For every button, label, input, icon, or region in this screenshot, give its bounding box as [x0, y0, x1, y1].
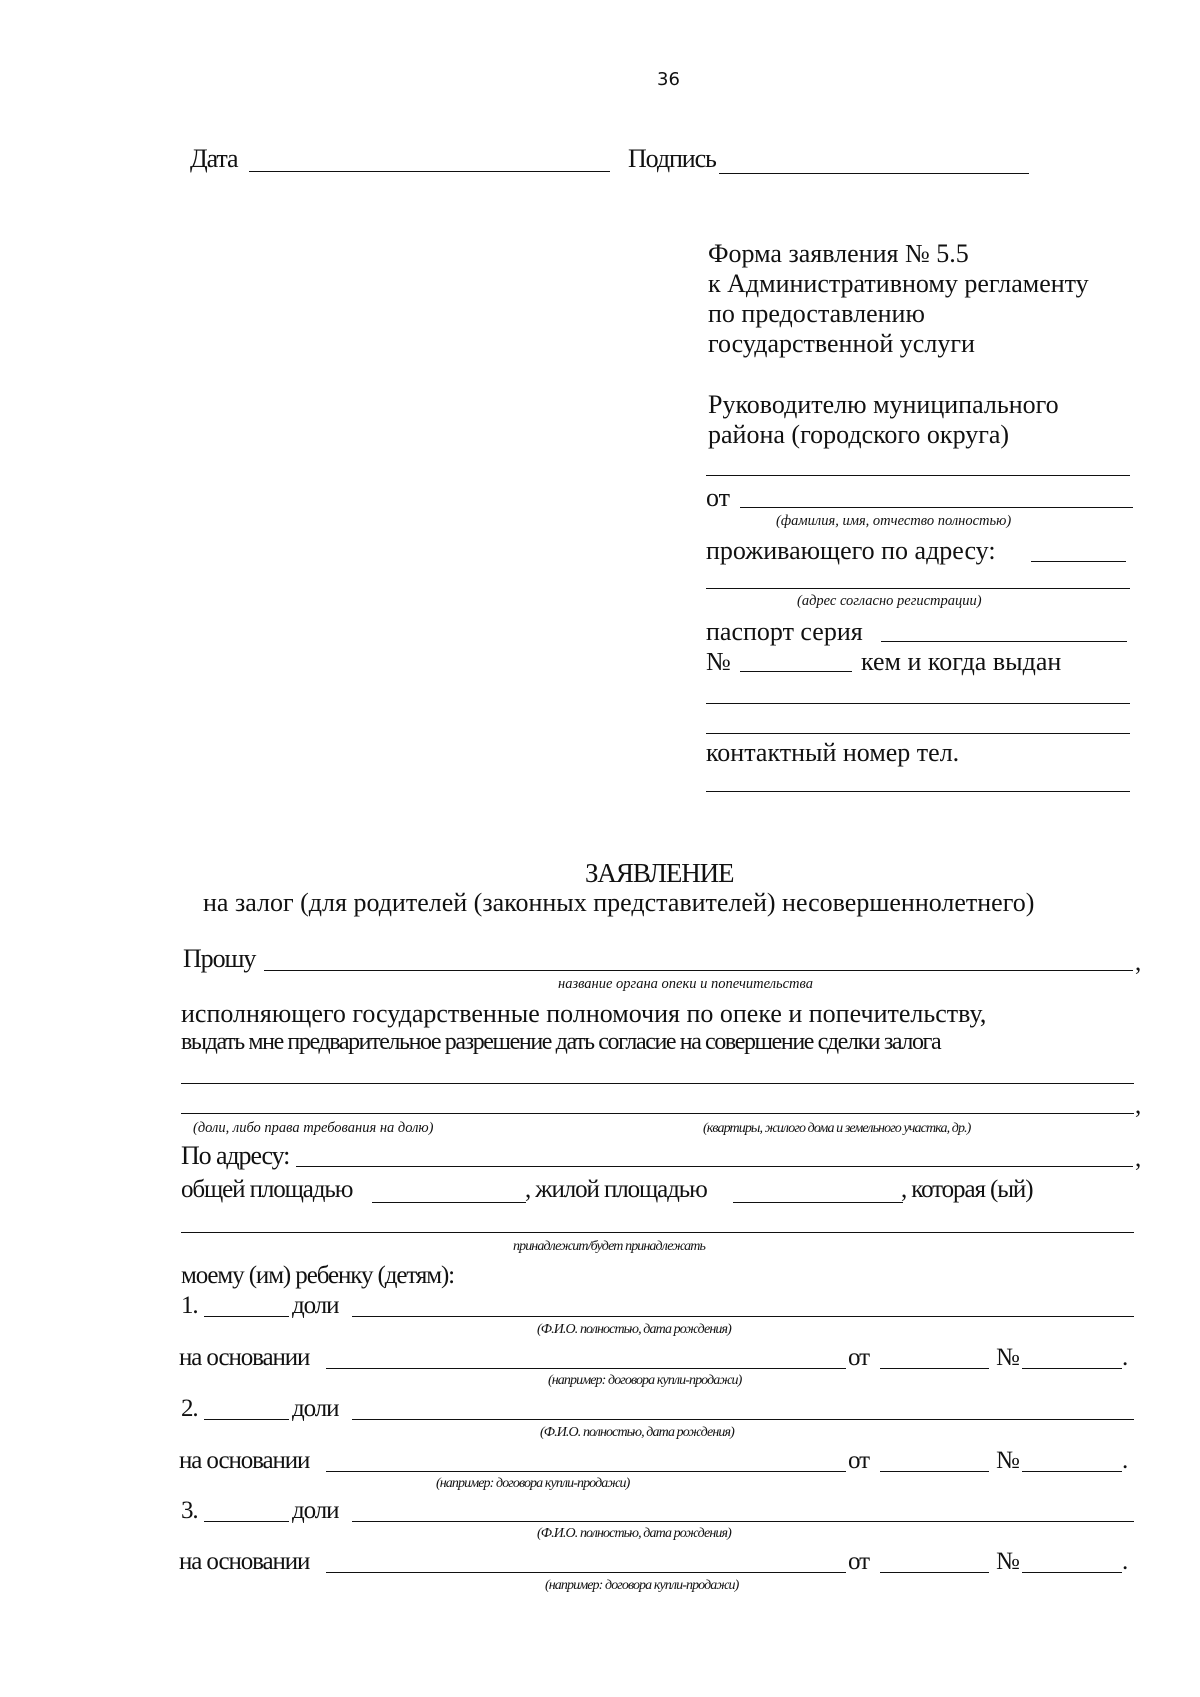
child-3-basis-caption: (например: договора купли-продажи): [545, 1578, 739, 1593]
child-3-date-field[interactable]: [880, 1572, 989, 1573]
phone-label: контактный номер тел.: [706, 738, 960, 767]
child-2-number: 2.: [181, 1395, 198, 1422]
child-2-basis-field[interactable]: [326, 1471, 846, 1472]
child-1-date-field[interactable]: [880, 1368, 989, 1369]
child-3-name-field[interactable]: [352, 1521, 1134, 1522]
form-regulation-line: к Административному регламенту: [708, 269, 1089, 298]
address-field[interactable]: [706, 588, 1130, 589]
child-3-from-label: от: [848, 1548, 869, 1575]
request-comma: ,: [1135, 949, 1142, 976]
deal-object-field2[interactable]: [181, 1113, 1134, 1114]
property-address-field[interactable]: [296, 1166, 1133, 1167]
child-2-doc-number-field[interactable]: [1022, 1471, 1122, 1472]
child-2-basis-label: на основании: [179, 1447, 310, 1474]
deal-object-comma: ,: [1135, 1092, 1142, 1119]
passport-series-label: паспорт серия: [706, 617, 863, 646]
passport-number-label: №: [706, 647, 731, 676]
page-number: 36: [657, 69, 680, 90]
from-name-caption: (фамилия, имя, отчество полностью): [776, 513, 1012, 529]
deal-object-field1[interactable]: [181, 1083, 1134, 1084]
child-1-no-label: №: [996, 1344, 1019, 1371]
child-3-share-label: доли: [292, 1497, 339, 1524]
child-1-doc-number-field[interactable]: [1022, 1368, 1122, 1369]
child-2-share-label: доли: [292, 1395, 339, 1422]
request-label: Прошу: [183, 944, 256, 973]
guardianship-organ-caption: название органа опеки и попечительства: [558, 976, 813, 992]
child-3-basis-field[interactable]: [326, 1572, 846, 1573]
ownership-field[interactable]: [181, 1232, 1134, 1233]
child-1-name-field[interactable]: [352, 1316, 1134, 1317]
document-subtitle: на залог (для родителей (законных представителей) несовершеннолетнего): [203, 888, 1035, 917]
total-area-label: общей площадью: [181, 1176, 353, 1203]
addressee-line2: района (городского округа): [708, 420, 1010, 449]
child-3-name-caption: (Ф.И.О. полностью, дата рождения): [537, 1526, 731, 1541]
form-service-line: государственной услуги: [708, 329, 975, 358]
child-3-basis-label: на основании: [179, 1548, 310, 1575]
child-3-doc-number-field[interactable]: [1022, 1572, 1122, 1573]
signature-field[interactable]: [719, 173, 1029, 174]
passport-issued-field1[interactable]: [706, 703, 1130, 704]
share-caption: (доли, либо права требования на долю): [193, 1120, 434, 1136]
child-1-basis-field[interactable]: [326, 1368, 846, 1369]
addressee-blank-field[interactable]: [706, 475, 1130, 476]
address-field-inline[interactable]: [1031, 561, 1126, 562]
request-text-line1: исполняющего государственные полномочия по опеке и попечительству,: [181, 999, 987, 1028]
living-area-label: , жилой площадью: [525, 1176, 707, 1203]
date-label: Дата: [190, 144, 238, 173]
child-2-period: .: [1122, 1447, 1128, 1474]
child-3-period: .: [1122, 1548, 1128, 1575]
child-2-date-field[interactable]: [880, 1471, 989, 1472]
child-3-number: 3.: [181, 1497, 198, 1524]
date-field[interactable]: [249, 171, 610, 172]
child-3-no-label: №: [996, 1548, 1019, 1575]
child-1-number: 1.: [181, 1292, 198, 1319]
addressee-line1: Руководителю муниципального: [708, 390, 1059, 419]
passport-issued-label: кем и когда выдан: [861, 647, 1062, 676]
from-label: от: [706, 483, 731, 512]
signature-label: Подпись: [628, 144, 716, 173]
child-1-share-field[interactable]: [204, 1316, 289, 1317]
form-number-line: Форма заявления № 5.5: [708, 239, 969, 268]
which-label: , которая (ый): [901, 1176, 1033, 1203]
child-1-share-label: доли: [292, 1292, 339, 1319]
child-1-from-label: от: [848, 1344, 869, 1371]
passport-series-field[interactable]: [881, 641, 1127, 642]
object-caption: (квартиры, жилого дома и земельного участка, др.): [703, 1121, 971, 1136]
phone-field[interactable]: [706, 791, 1130, 792]
address-label: проживающего по адресу:: [706, 536, 996, 565]
child-2-from-label: от: [848, 1447, 869, 1474]
passport-issued-field2[interactable]: [706, 733, 1130, 734]
child-2-no-label: №: [996, 1447, 1019, 1474]
passport-number-field[interactable]: [740, 671, 852, 672]
child-1-basis-caption: (например: договора купли-продажи): [548, 1373, 742, 1388]
ownership-caption: принадлежит/будет принадлежать: [513, 1239, 705, 1254]
child-3-share-field[interactable]: [204, 1521, 289, 1522]
form-provision-line: по предоставлению: [708, 299, 925, 328]
property-address-comma: ,: [1135, 1145, 1142, 1172]
child-label: моему (им) ребенку (детям):: [181, 1262, 455, 1289]
living-area-field[interactable]: [733, 1202, 903, 1203]
document-title: ЗАЯВЛЕНИЕ: [585, 858, 734, 888]
child-2-name-field[interactable]: [352, 1419, 1134, 1420]
child-2-basis-caption: (например: договора купли-продажи): [436, 1476, 630, 1491]
from-name-field[interactable]: [740, 507, 1133, 508]
child-2-share-field[interactable]: [204, 1419, 289, 1420]
total-area-field[interactable]: [372, 1202, 526, 1203]
child-1-name-caption: (Ф.И.О. полностью, дата рождения): [537, 1322, 731, 1337]
child-1-basis-label: на основании: [179, 1344, 310, 1371]
request-text-line2: выдать мне предварительное разрешение дать согласие на совершение сделки залога: [181, 1029, 941, 1055]
property-address-label: По адресу:: [181, 1141, 290, 1170]
child-1-period: .: [1122, 1344, 1128, 1371]
address-caption: (адрес согласно регистрации): [797, 593, 982, 609]
guardianship-organ-field[interactable]: [264, 970, 1133, 971]
child-2-name-caption: (Ф.И.О. полностью, дата рождения): [540, 1425, 734, 1440]
